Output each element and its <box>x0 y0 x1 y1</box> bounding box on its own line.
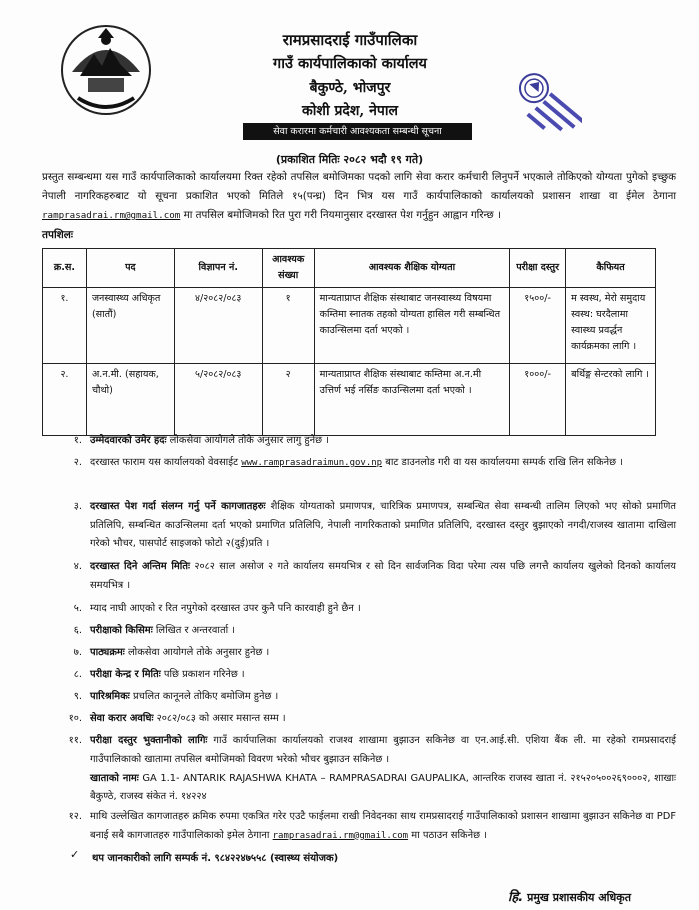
item-heading: परीक्षा दस्तुर भुक्तानीको लागिः <box>90 735 208 746</box>
office-location: बैकुण्ठे, भोजपुर <box>309 80 391 96</box>
signature-initial: हि. <box>508 890 524 905</box>
list-item <box>58 688 676 707</box>
municipality-name: रामप्रसादराई गाउँपालिका <box>282 31 418 49</box>
bank-account-details <box>90 770 676 806</box>
item-text: दरखास्त फाराम यस कार्यालयको वेवसाईट <box>90 457 239 468</box>
signature-block <box>508 887 631 905</box>
intro-text: प्रस्तुत सम्बन्धमा यस गाउँ कार्यपालिकाको कार्यालयमा रिक्त रहेको तपसिल बमोजिमका पदको लागि सेवा करार कर्मचारी लिनुपर्ने भएकाले तोकिएको योग्यता पुगेको इच्छुक नेपाली नागरिकहरुबाट यो सूचना प्रकाशित भएको मितिले १५(पन्ध्र) दिन भित्र यस गाउँ कार्यपालिकाको कार्यालयको प्रशासन शाखा वा ईमेल ठेगाना <box>42 171 676 202</box>
item-number: २. <box>73 457 82 468</box>
cell-fee: १०००/- <box>510 364 566 436</box>
item-number: ५. <box>73 603 82 614</box>
cell-remarks: बर्थिङ्ग सेन्टरको लागि । <box>566 364 656 436</box>
item-number: ९. <box>73 691 82 702</box>
cell-qualification: मान्यताप्राप्त शैक्षिक संस्थाबाट कम्तिमा अ.न.मी उत्तिर्ण भई नर्सिङ काउन्सिलमा दर्ता भएको । <box>314 364 510 436</box>
vacancy-table <box>42 248 656 436</box>
account-label: खाताको नामः <box>90 773 139 784</box>
col-header-fee: परीक्षा दस्तुर <box>510 249 566 288</box>
item-heading: पारिश्रमिकः <box>90 691 130 702</box>
account-text: GA 1.1- ANTARIK RAJASHWA KHATA – RAMPRASADRAI GAUPALIKA, आन्तरिक राजस्व खाता नं. २१५२०५००२६९०००२, शाखाः बैकुण्ठे, राजस्व संकेत नं. १४२२४ <box>90 773 677 802</box>
list-item <box>58 558 676 595</box>
cell-post: जनस्वास्थ्य अधिकृत (सातौं) <box>86 288 174 364</box>
list-item <box>58 454 676 473</box>
item-heading: उम्मेदवारको उमेर हदः <box>90 435 167 446</box>
list-item <box>58 808 676 845</box>
list-item <box>58 710 676 729</box>
cell-ad-no: ४/२०८२/०८३ <box>174 288 262 364</box>
cell-fee: १५००/- <box>510 288 566 364</box>
cell-ad-no: ५/२०८२/०८३ <box>174 364 262 436</box>
item-text: पछि प्रकाशन गरिनेछ । <box>163 669 245 680</box>
col-header-sn: क्र.स. <box>43 249 87 288</box>
list-item <box>58 732 676 769</box>
email-link[interactable]: ramprasadrai.rm@gmail.com <box>272 830 409 841</box>
item-text: लिखित र अन्तरवार्ता । <box>155 625 236 636</box>
item-number: ४. <box>73 561 82 572</box>
item-number: ६. <box>73 625 82 636</box>
intro-paragraph <box>42 168 676 225</box>
cell-post: अ.न.मी. (सहायक, चौथो) <box>86 364 174 436</box>
list-item <box>58 666 676 685</box>
item-text: लोकसेवा आयोगले तोके अनुसार लागु हुनेछ । <box>169 435 329 446</box>
item-heading: दरखास्त पेश गर्दा संलग्न गर्नु पर्ने कागजातहरुः <box>90 501 266 512</box>
intro-email-link[interactable]: ramprasadrai.rm@gmail.com <box>42 210 181 221</box>
checkmark-icon: ✓ <box>70 848 80 861</box>
item-number: ११. <box>68 735 82 746</box>
cell-sn: १. <box>43 288 87 364</box>
col-header-qualification: आवश्यक शैक्षिक योग्यता <box>314 249 510 288</box>
item-text: २०८२/०८३ को असार मसान्त सम्म । <box>156 713 286 724</box>
cell-count: २ <box>262 364 314 436</box>
table-row <box>43 288 656 364</box>
item-number: ७. <box>73 647 82 658</box>
cell-count: १ <box>262 288 314 364</box>
item-text: माथि उल्लेखित कागजातहरु क्रमिक रुपमा एकत्रित गरेर एउटै फाईलमा राखी निवेदनका साथ रामप्रसादराई गाउँपालिकाको प्रशासन शाखामा बुझाउन सकिनेछ वा PDF बनाई सबै कागजातहरु गाउँपालिकाको इमेल ठेगाना <box>90 811 676 841</box>
publish-date: (प्रकाशित मितिः २०८२ भदौ १९ गते) <box>275 153 424 166</box>
list-item <box>58 622 676 641</box>
item-heading: परीक्षा केन्द्र र मितिः <box>90 669 161 680</box>
cell-qualification: मान्यताप्राप्त शैक्षिक संस्थाबाट जनस्वास्थ्य विषयमा कम्तिमा स्नातक तहको योग्यता हासिल गरी सम्बन्धित काउन्सिलमा दर्ता भएको । <box>314 288 510 364</box>
notice-title-banner: सेवा करारमा कर्मचारी आवश्यकता सम्बन्धी सूचना <box>243 123 472 140</box>
table-label: तपशिलः <box>42 229 74 241</box>
item-number: ८. <box>73 669 82 680</box>
table-row <box>43 364 656 436</box>
signatory-title: प्रमुख प्रशासकीय अधिकृत <box>527 891 631 904</box>
intro-text-end: मा तपसिल बमोजिमको रित पुरा गरी नियमानुसार दरखास्त पेश गर्नुहुन आह्वान गरिन्छ । <box>183 209 501 221</box>
item-text-end: बाट डाउनलोड गरी वा यस कार्यालयमा सम्पर्क राखि लिन सकिनेछ । <box>385 457 623 468</box>
list-item <box>58 644 676 663</box>
item-text: शैक्षिक योग्यताको प्रमाणपत्र, चारित्रिक प्रमाणपत्र, सम्बन्धित सेवा सम्बन्धी तालिम लिएको भए सोको प्रमाणित प्रतिलिपि, सम्बन्धित काउन्सिलमा दर्ता भएको प्रमाणित प्रतिलिपि, नेपाली नागरिकताको प्रमाणित प्रतिलिपि, दरखास्त दस्तुर बुझाएको नगदी/राजस्व खातामा दाखिला गरेको भौचर, पासपोर्ट साइजको फोटो २(दुई)प्रति । <box>90 501 676 549</box>
item-heading: सेवा करार अवधिः <box>90 713 154 724</box>
item-text-end: मा पठाउन सकिनेछ । <box>411 829 487 841</box>
item-number: १. <box>73 435 82 446</box>
item-heading: दरखास्त दिने अन्तिम मितिः <box>90 561 190 572</box>
item-text: प्रचलित कानूनले तोकिए बमोजिम हुनेछ । <box>132 691 279 702</box>
contact-info: थप जानकारीको लागि सम्पर्क नं. ९८४२२४७५५८ (स्वास्थ्य संयोजक) <box>92 853 339 864</box>
col-header-ad-no: विज्ञापन नं. <box>174 249 262 288</box>
website-link[interactable]: www.ramprasadraimun.gov.np <box>241 458 383 468</box>
item-number: १०. <box>68 713 82 724</box>
list-item <box>58 498 676 554</box>
item-number: १२. <box>68 811 82 822</box>
item-text: लोकसेवा आयोगले तोके अनुसार हुनेछ । <box>127 647 270 658</box>
list-item <box>58 600 676 619</box>
cell-sn: २. <box>43 364 87 436</box>
item-text: गाउँ कार्यपालिका कार्यालयको राजश्व शाखामा बुझाउन सकिनेछ वा एन.आई.सी. एशिया बैंक ली. मा रहेको रामप्रसादराई गाउँपालिकाको खातामा तपसिल बमोजिमको विवरण भरेको भौचर बुझाउन सकिनेछ । <box>90 735 676 765</box>
list-item <box>58 432 676 451</box>
office-name: गाउँ कार्यपालिकाको कार्यालय <box>273 55 427 72</box>
item-number: ३. <box>73 501 82 512</box>
item-heading: पाठ्यक्रमः <box>90 647 125 658</box>
nepal-emblem-logo <box>58 20 154 124</box>
cell-remarks: म स्वस्थ, मेरो समुदाय स्वस्थ: घरदैलामा स्वास्थ्य प्रवर्द्धन कार्यक्रमका लागि । <box>566 288 656 364</box>
col-header-remarks: कैफियत <box>566 249 656 288</box>
item-text: म्याद नाघी आएको र रित नपुगेको दरखास्त उपर कुनै पनि कारवाही हुने छैन । <box>90 603 361 614</box>
table-header-row <box>43 249 656 288</box>
item-heading: परीक्षाको किसिमः <box>90 625 153 636</box>
col-header-post: पद <box>86 249 174 288</box>
col-header-count: आवश्यक संख्या <box>262 249 314 288</box>
item-text: २०८२ साल असोज २ गते कार्यालय समयभित्र र सो दिन सार्वजनिक विदा परेमा त्यस पछि लगत्तै कार्यालय खुलेको दिनको कार्यालय समयभित्र । <box>90 561 677 591</box>
province-country: कोशी प्रदेश, नेपाल <box>302 103 398 119</box>
